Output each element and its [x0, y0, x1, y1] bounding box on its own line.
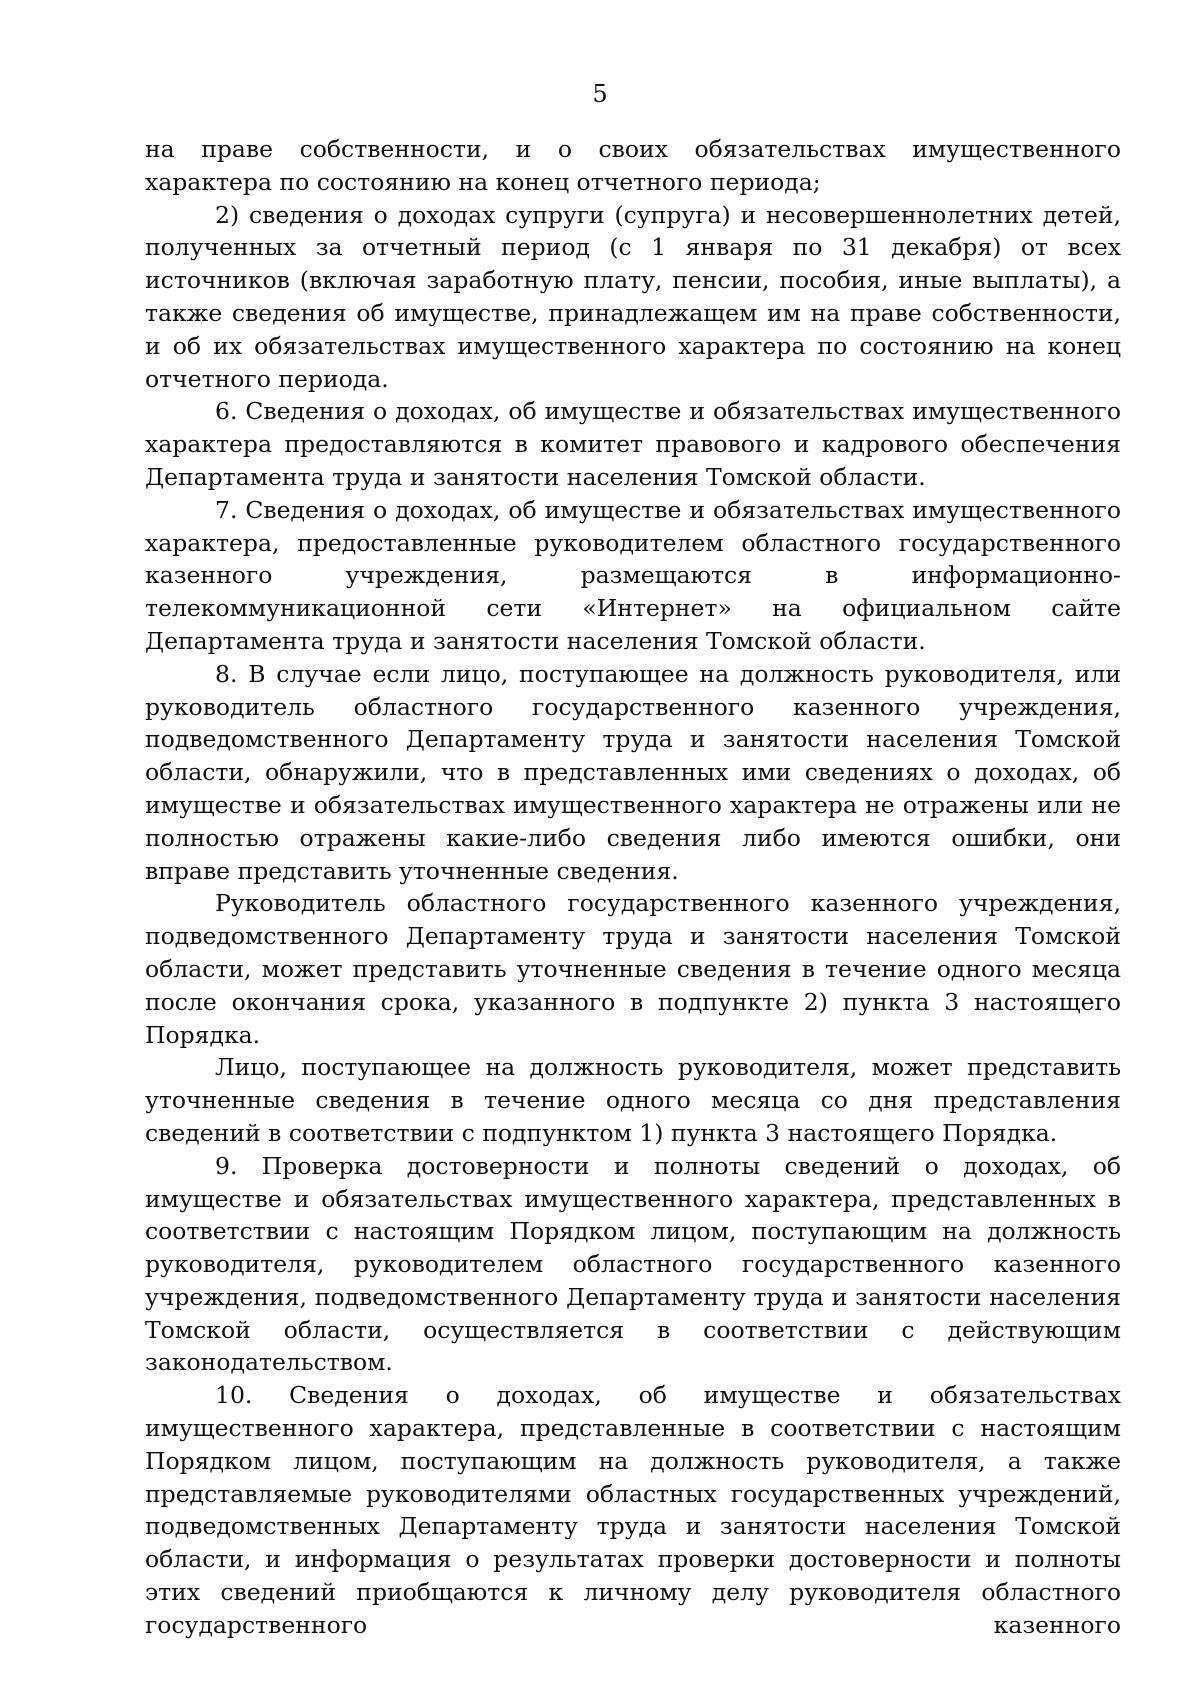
paragraph-item-7: 7. Сведения о доходах, об имуществе и обязательствах имущественного характера, предоставленные руководителем областного государственного казенного учреждения, размещаются в информационно-телекоммуникационной сети «Интернет» на официальном сайте Департамента труда и занятости населения Томской области.: [145, 495, 1121, 655]
document-body: [145, 133, 1121, 1642]
paragraph-item-6: 6. Сведения о доходах, об имуществе и обязательствах имущественного характера предоставляются в комитет правового и кадрового обеспечения Департамента труда и занятости населения Томской области.: [145, 397, 1121, 491]
page-number: 5: [592, 80, 608, 108]
paragraph-item-9: 9. Проверка достоверности и полноты сведений о доходах, об имуществе и обязательствах имущественного характера, представленных в соответствии с настоящим Порядком лицом, поступающим на должность руководителя, руководителем областного государственного казенного учреждения, подведомственного Департаменту труда и занятости населения Томской области, осуществляется в соответствии с действующим законодательством.: [145, 1151, 1121, 1377]
paragraph-item-8-head: Руководитель областного государственного казенного учреждения, подведомственного Департаменту труда и занятости населения Томской области, может представить уточненные сведения в течение одного месяца после окончания срока, указанного в подпункте 2) пункта 3 настоящего Порядка.: [145, 889, 1121, 1049]
paragraph-item-8-applicant: Лицо, поступающее на должность руководителя, может представить уточненные сведения в течение одного месяца со дня представления сведений в соответствии с подпунктом 1) пункта 3 настоящего Порядка.: [145, 1053, 1121, 1147]
paragraph-item-8: 8. В случае если лицо, поступающее на должность руководителя, или руководитель областного государственного казенного учреждения, подведомственного Департаменту труда и занятости населения Томской области, обнаружили, что в представленных ими сведениях о доходах, об имуществе и обязательствах имущественного характера не отражены или не полностью отражены какие-либо сведения либо имеются ошибки, они вправе представить уточненные сведения.: [145, 659, 1121, 885]
paragraph-subitem-2: 2) сведения о доходах супруги (супруга) и несовершеннолетних детей, полученных за отчетный период (с 1 января по 31 декабря) от всех источников (включая заработную плату, пенсии, пособия, иные выплаты), а также сведения об имуществе, принадлежащем им на праве собственности, и об их обязательствах имущественного характера по состоянию на конец отчетного периода.: [145, 200, 1121, 393]
paragraph-item-10: 10. Сведения о доходах, об имуществе и обязательствах имущественного характера, представленные в соответствии с настоящим Порядком лицом, поступающим на должность руководителя, а также представляемые руководителями областных государственных учреждений, подведомственных Департаменту труда и занятости населения Томской области, и информация о результатах проверки достоверности и полноты этих сведений приобщаются к личному делу руководителя областного государственного казенного: [145, 1381, 1121, 1639]
paragraph-continuation: на праве собственности, и о своих обязательствах имущественного характера по состоянию на конец отчетного периода;: [145, 135, 1121, 196]
